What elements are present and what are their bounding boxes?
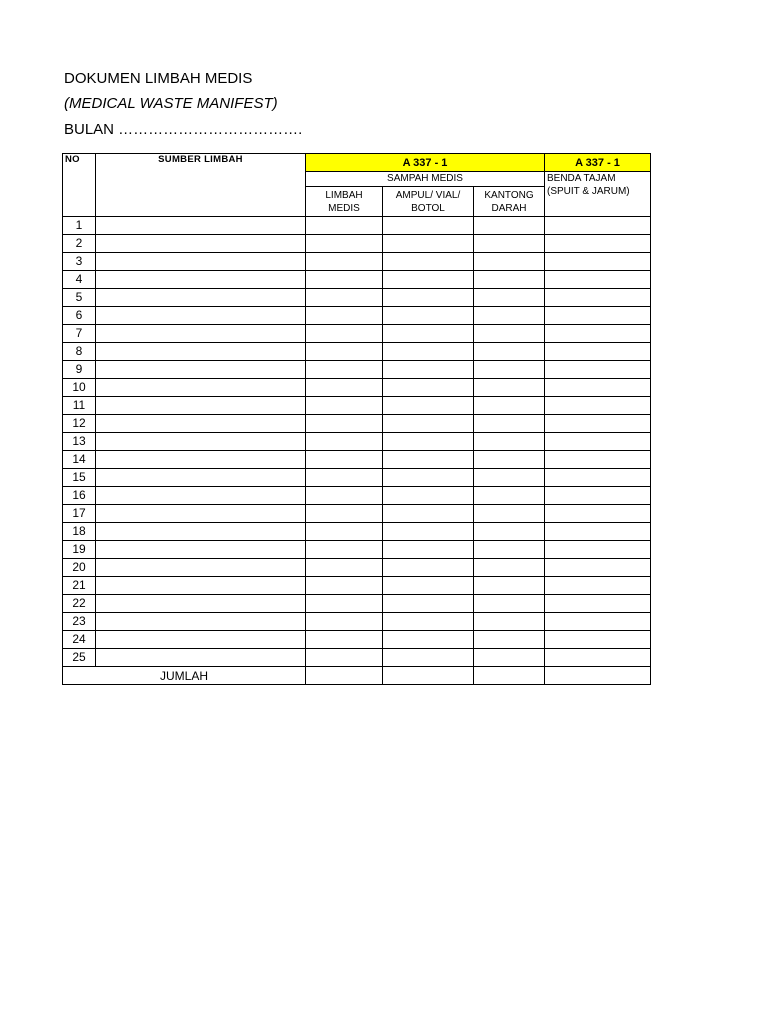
benda-tajam-cell[interactable] xyxy=(545,577,651,595)
table-row xyxy=(63,235,651,253)
row-number: 7 xyxy=(63,325,96,343)
limbah-medis-cell[interactable] xyxy=(306,505,383,523)
limbah-medis-cell[interactable] xyxy=(306,433,383,451)
benda-tajam-cell[interactable] xyxy=(545,469,651,487)
total-ampul-vial-botol-cell[interactable] xyxy=(383,667,474,685)
table-row xyxy=(63,631,651,649)
table-row xyxy=(63,289,651,307)
kantong-darah-cell[interactable] xyxy=(474,307,545,325)
total-benda-tajam-cell[interactable] xyxy=(545,667,651,685)
limbah-medis-cell[interactable] xyxy=(306,523,383,541)
total-limbah-medis-cell[interactable] xyxy=(306,667,383,685)
limbah-medis-cell[interactable] xyxy=(306,235,383,253)
table-row xyxy=(63,451,651,469)
table-row xyxy=(63,649,651,667)
table-row xyxy=(63,253,651,271)
kantong-darah-cell[interactable] xyxy=(474,559,545,577)
source-cell[interactable] xyxy=(96,235,306,253)
source-cell[interactable] xyxy=(96,217,306,235)
limbah-medis-cell[interactable] xyxy=(306,577,383,595)
row-number: 17 xyxy=(63,505,96,523)
limbah-medis-cell[interactable] xyxy=(306,613,383,631)
table-row xyxy=(63,433,651,451)
category-medical-waste: SAMPAH MEDIS xyxy=(306,172,545,187)
limbah-medis-cell[interactable] xyxy=(306,649,383,667)
kantong-darah-cell[interactable] xyxy=(474,451,545,469)
limbah-medis-cell[interactable] xyxy=(306,469,383,487)
limbah-medis-cell[interactable] xyxy=(306,559,383,577)
limbah-medis-cell[interactable] xyxy=(306,379,383,397)
source-cell[interactable] xyxy=(96,469,306,487)
limbah-medis-cell[interactable] xyxy=(306,631,383,649)
kantong-darah-cell[interactable] xyxy=(474,541,545,559)
source-cell[interactable] xyxy=(96,577,306,595)
source-cell[interactable] xyxy=(96,433,306,451)
source-cell[interactable] xyxy=(96,307,306,325)
kantong-darah-cell[interactable] xyxy=(474,217,545,235)
benda-tajam-cell[interactable] xyxy=(545,631,651,649)
table-row xyxy=(63,613,651,631)
benda-tajam-cell[interactable] xyxy=(545,307,651,325)
row-number: 18 xyxy=(63,523,96,541)
category-sharps xyxy=(545,172,651,217)
kantong-darah-cell[interactable] xyxy=(474,577,545,595)
table-row xyxy=(63,307,651,325)
limbah-medis-cell[interactable] xyxy=(306,217,383,235)
row-number: 16 xyxy=(63,487,96,505)
row-number: 14 xyxy=(63,451,96,469)
col-kantong-darah xyxy=(474,187,545,217)
row-number: 4 xyxy=(63,271,96,289)
kantong-darah-cell[interactable] xyxy=(474,523,545,541)
row-number: 9 xyxy=(63,361,96,379)
ampul-vial-botol-cell[interactable] xyxy=(383,325,474,343)
source-cell[interactable] xyxy=(96,487,306,505)
row-number: 11 xyxy=(63,397,96,415)
limbah-medis-cell[interactable] xyxy=(306,253,383,271)
row-number: 25 xyxy=(63,649,96,667)
kantong-darah-cell[interactable] xyxy=(474,343,545,361)
benda-tajam-cell[interactable] xyxy=(545,343,651,361)
source-cell[interactable] xyxy=(96,451,306,469)
source-cell[interactable] xyxy=(96,523,306,541)
ampul-vial-botol-cell[interactable] xyxy=(383,379,474,397)
benda-tajam-cell[interactable] xyxy=(545,433,651,451)
col-ampul-line2: BOTOL xyxy=(411,202,445,214)
source-cell[interactable] xyxy=(96,379,306,397)
row-number: 24 xyxy=(63,631,96,649)
limbah-medis-cell[interactable] xyxy=(306,325,383,343)
table-row xyxy=(63,415,651,433)
code-header-sharps: A 337 - 1 xyxy=(545,154,651,172)
source-cell[interactable] xyxy=(96,559,306,577)
row-number: 13 xyxy=(63,433,96,451)
document-title: DOKUMEN LIMBAH MEDIS xyxy=(64,70,253,87)
source-cell[interactable] xyxy=(96,271,306,289)
category-sharps-line1: BENDA TAJAM xyxy=(547,173,616,184)
row-number: 15 xyxy=(63,469,96,487)
ampul-vial-botol-cell[interactable] xyxy=(383,541,474,559)
ampul-vial-botol-cell[interactable] xyxy=(383,649,474,667)
source-cell[interactable] xyxy=(96,595,306,613)
benda-tajam-cell[interactable] xyxy=(545,559,651,577)
row-number: 21 xyxy=(63,577,96,595)
kantong-darah-cell[interactable] xyxy=(474,289,545,307)
table-row xyxy=(63,325,651,343)
code-header-medical-waste: A 337 - 1 xyxy=(306,154,545,172)
row-number: 2 xyxy=(63,235,96,253)
category-sharps-line2: (SPUIT & JARUM) xyxy=(547,186,630,197)
source-cell[interactable] xyxy=(96,631,306,649)
benda-tajam-cell[interactable] xyxy=(545,451,651,469)
waste-manifest-table xyxy=(62,153,651,685)
ampul-vial-botol-cell[interactable] xyxy=(383,217,474,235)
col-limbah-line1: LIMBAH xyxy=(325,189,363,201)
table-row xyxy=(63,271,651,289)
no-header: NO xyxy=(63,154,96,217)
kantong-darah-cell[interactable] xyxy=(474,631,545,649)
ampul-vial-botol-cell[interactable] xyxy=(383,235,474,253)
limbah-medis-cell[interactable] xyxy=(306,541,383,559)
limbah-medis-cell[interactable] xyxy=(306,271,383,289)
col-kantong-line2: DARAH xyxy=(491,202,527,214)
ampul-vial-botol-cell[interactable] xyxy=(383,595,474,613)
source-cell[interactable] xyxy=(96,397,306,415)
ampul-vial-botol-cell[interactable] xyxy=(383,289,474,307)
kantong-darah-cell[interactable] xyxy=(474,433,545,451)
kantong-darah-cell[interactable] xyxy=(474,415,545,433)
table-row xyxy=(63,577,651,595)
ampul-vial-botol-cell[interactable] xyxy=(383,343,474,361)
kantong-darah-cell[interactable] xyxy=(474,379,545,397)
ampul-vial-botol-cell[interactable] xyxy=(383,631,474,649)
kantong-darah-cell[interactable] xyxy=(474,649,545,667)
limbah-medis-cell[interactable] xyxy=(306,595,383,613)
ampul-vial-botol-cell[interactable] xyxy=(383,253,474,271)
kantong-darah-cell[interactable] xyxy=(474,235,545,253)
benda-tajam-cell[interactable] xyxy=(545,415,651,433)
ampul-vial-botol-cell[interactable] xyxy=(383,523,474,541)
ampul-vial-botol-cell[interactable] xyxy=(383,505,474,523)
source-cell[interactable] xyxy=(96,253,306,271)
limbah-medis-cell[interactable] xyxy=(306,397,383,415)
source-cell[interactable] xyxy=(96,361,306,379)
ampul-vial-botol-cell[interactable] xyxy=(383,559,474,577)
document-subtitle: (MEDICAL WASTE MANIFEST) xyxy=(64,95,278,112)
source-cell[interactable] xyxy=(96,649,306,667)
benda-tajam-cell[interactable] xyxy=(545,613,651,631)
benda-tajam-cell[interactable] xyxy=(545,505,651,523)
benda-tajam-cell[interactable] xyxy=(545,523,651,541)
row-number: 1 xyxy=(63,217,96,235)
source-cell[interactable] xyxy=(96,415,306,433)
table-row xyxy=(63,541,651,559)
table-row xyxy=(63,343,651,361)
ampul-vial-botol-cell[interactable] xyxy=(383,415,474,433)
source-cell[interactable] xyxy=(96,613,306,631)
row-number: 6 xyxy=(63,307,96,325)
limbah-medis-cell[interactable] xyxy=(306,343,383,361)
kantong-darah-cell[interactable] xyxy=(474,505,545,523)
source-cell[interactable] xyxy=(96,505,306,523)
col-limbah-medis xyxy=(306,187,383,217)
kantong-darah-cell[interactable] xyxy=(474,397,545,415)
benda-tajam-cell[interactable] xyxy=(545,595,651,613)
benda-tajam-cell[interactable] xyxy=(545,271,651,289)
source-cell[interactable] xyxy=(96,289,306,307)
ampul-vial-botol-cell[interactable] xyxy=(383,613,474,631)
benda-tajam-cell[interactable] xyxy=(545,289,651,307)
col-ampul-vial-botol xyxy=(383,187,474,217)
table-row xyxy=(63,505,651,523)
table-row xyxy=(63,595,651,613)
ampul-vial-botol-cell[interactable] xyxy=(383,361,474,379)
source-cell[interactable] xyxy=(96,325,306,343)
benda-tajam-cell[interactable] xyxy=(545,217,651,235)
limbah-medis-cell[interactable] xyxy=(306,451,383,469)
ampul-vial-botol-cell[interactable] xyxy=(383,577,474,595)
ampul-vial-botol-cell[interactable] xyxy=(383,451,474,469)
kantong-darah-cell[interactable] xyxy=(474,487,545,505)
ampul-vial-botol-cell[interactable] xyxy=(383,271,474,289)
row-number: 3 xyxy=(63,253,96,271)
row-number: 23 xyxy=(63,613,96,631)
col-limbah-line2: MEDIS xyxy=(328,202,360,214)
row-number: 8 xyxy=(63,343,96,361)
row-number: 5 xyxy=(63,289,96,307)
benda-tajam-cell[interactable] xyxy=(545,235,651,253)
benda-tajam-cell[interactable] xyxy=(545,541,651,559)
ampul-vial-botol-cell[interactable] xyxy=(383,469,474,487)
ampul-vial-botol-cell[interactable] xyxy=(383,487,474,505)
limbah-medis-cell[interactable] xyxy=(306,289,383,307)
limbah-medis-cell[interactable] xyxy=(306,361,383,379)
table-row xyxy=(63,469,651,487)
table-row xyxy=(63,523,651,541)
source-cell[interactable] xyxy=(96,343,306,361)
limbah-medis-cell[interactable] xyxy=(306,415,383,433)
table-row xyxy=(63,397,651,415)
ampul-vial-botol-cell[interactable] xyxy=(383,397,474,415)
month-line: BULAN ………………………………. xyxy=(64,121,303,138)
kantong-darah-cell[interactable] xyxy=(474,469,545,487)
table-row xyxy=(63,487,651,505)
row-number: 12 xyxy=(63,415,96,433)
kantong-darah-cell[interactable] xyxy=(474,361,545,379)
benda-tajam-cell[interactable] xyxy=(545,649,651,667)
benda-tajam-cell[interactable] xyxy=(545,487,651,505)
kantong-darah-cell[interactable] xyxy=(474,253,545,271)
benda-tajam-cell[interactable] xyxy=(545,379,651,397)
limbah-medis-cell[interactable] xyxy=(306,307,383,325)
table-row xyxy=(63,559,651,577)
source-cell[interactable] xyxy=(96,541,306,559)
col-ampul-line1: AMPUL/ VIAL/ xyxy=(395,189,461,201)
kantong-darah-cell[interactable] xyxy=(474,271,545,289)
kantong-darah-cell[interactable] xyxy=(474,595,545,613)
ampul-vial-botol-cell[interactable] xyxy=(383,433,474,451)
table-row xyxy=(63,361,651,379)
benda-tajam-cell[interactable] xyxy=(545,253,651,271)
table-row xyxy=(63,217,651,235)
benda-tajam-cell[interactable] xyxy=(545,325,651,343)
total-kantong-darah-cell[interactable] xyxy=(474,667,545,685)
table-row xyxy=(63,379,651,397)
benda-tajam-cell[interactable] xyxy=(545,397,651,415)
header-row-codes xyxy=(63,154,651,172)
benda-tajam-cell[interactable] xyxy=(545,361,651,379)
row-number: 19 xyxy=(63,541,96,559)
kantong-darah-cell[interactable] xyxy=(474,613,545,631)
total-row xyxy=(63,667,651,685)
row-number: 20 xyxy=(63,559,96,577)
limbah-medis-cell[interactable] xyxy=(306,487,383,505)
source-header: SUMBER LIMBAH xyxy=(96,154,306,217)
row-number: 22 xyxy=(63,595,96,613)
kantong-darah-cell[interactable] xyxy=(474,325,545,343)
col-kantong-line1: KANTONG xyxy=(484,189,534,201)
total-label: JUMLAH xyxy=(63,667,306,685)
row-number: 10 xyxy=(63,379,96,397)
ampul-vial-botol-cell[interactable] xyxy=(383,307,474,325)
